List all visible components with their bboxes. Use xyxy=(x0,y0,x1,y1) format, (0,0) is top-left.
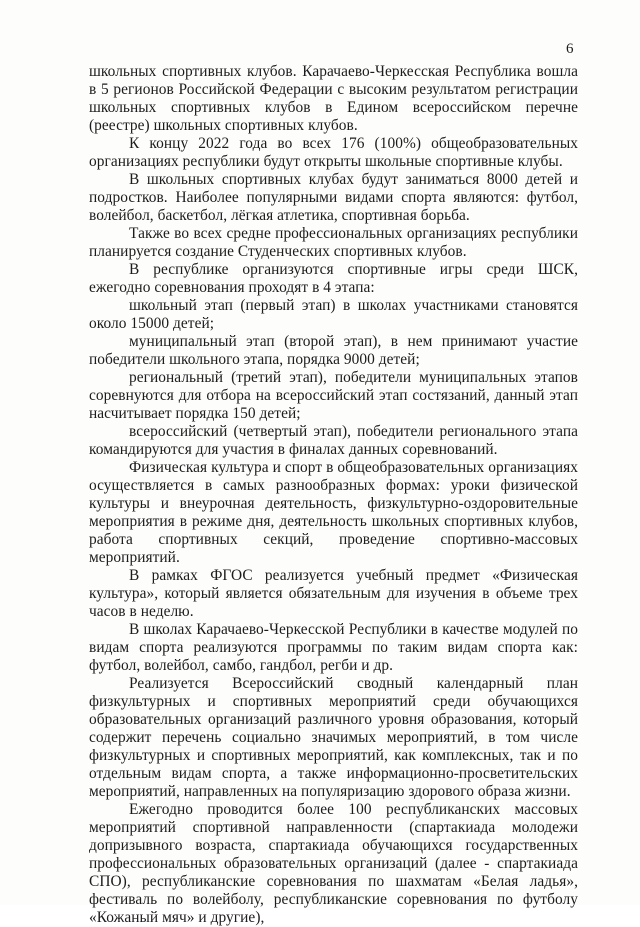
page-number: 6 xyxy=(566,41,574,57)
paragraph: всероссийский (четвертый этап), победители регионального этапа командируются для участия в финалах данных соревнований. xyxy=(89,423,578,458)
paragraph: В школах Карачаево-Черкесской Республики в качестве модулей по видам спорта реализуются программы по таким видам спорта как: футбол, волейбол, самбо, гандбол, регби и др. xyxy=(89,621,578,674)
paragraph: Физическая культура и спорт в общеобразовательных организациях осуществляется в самых разнообразных формах: уроки физической культуры и внеурочная деятельность, физкультурно-оздоровительные мероприятия в режиме дня, деятельность школьных спортивных клубов, работа спортивных секций, проведение спортивно-массовых мероприятий. xyxy=(89,459,578,566)
paragraph: школьный этап (первый этап) в школах участниками становятся около 15000 детей; xyxy=(89,297,578,332)
paragraph: К концу 2022 года во всех 176 (100%) общеобразовательных организациях республики будут открыты школьные спортивные клубы. xyxy=(89,135,578,170)
paragraph: В школьных спортивных клубах будут заниматься 8000 детей и подростков. Наиболее популярными видами спорта являются: футбол, волейбол, баскетбол, лёгкая атлетика, спортивная борьба. xyxy=(89,171,578,224)
paragraph: Реализуется Всероссийский сводный календарный план физкультурных и спортивных мероприятий среди обучающихся образовательных организаций различного уровня образования, который содержит перечень социально значимых мероприятий, в том числе физкультурных и спортивных мероприятий, как комплексных, так и по отдельным видам спорта, а также информационно-просветительских мероприятий, направленных на популяризацию здорового образа жизни. xyxy=(89,675,578,800)
paragraph: муниципальный этап (второй этап), в нем принимают участие победители школьного этапа, порядка 9000 детей; xyxy=(89,333,578,368)
paragraph: школьных спортивных клубов. Карачаево-Черкесская Республика вошла в 5 регионов Российской Федерации с высоким результатом регистрации школьных спортивных клубов в Едином всероссийском перечне (реестре) школьных спортивных клубов. xyxy=(89,63,578,134)
paragraph: В рамках ФГОС реализуется учебный предмет «Физическая культура», который является обязательным для изучения в объеме трех часов в неделю. xyxy=(89,567,578,620)
paragraph: В республике организуются спортивные игры среди ШСК, ежегодно соревнования проходят в 4 этапа: xyxy=(89,261,578,296)
paragraph: Также во всех средне профессиональных организациях республики планируется создание Студенческих спортивных клубов. xyxy=(89,225,578,260)
document-body xyxy=(89,63,578,927)
paragraph: Ежегодно проводится более 100 республиканских массовых мероприятий спортивной направленности (спартакиада молодежи допризывного возраста, спартакиада обучающихся государственных профессиональных образовательных организаций (далее - спартакиада СПО), республиканские соревнования по шахматам «Белая ладья», фестиваль по волейболу, республиканские соревнования по футболу «Кожаный мяч» и другие), xyxy=(89,801,578,926)
paragraph: региональный (третий этап), победители муниципальных этапов соревнуются для отбора на всероссийский этап состязаний, данный этап насчитывает порядка 150 детей; xyxy=(89,369,578,422)
